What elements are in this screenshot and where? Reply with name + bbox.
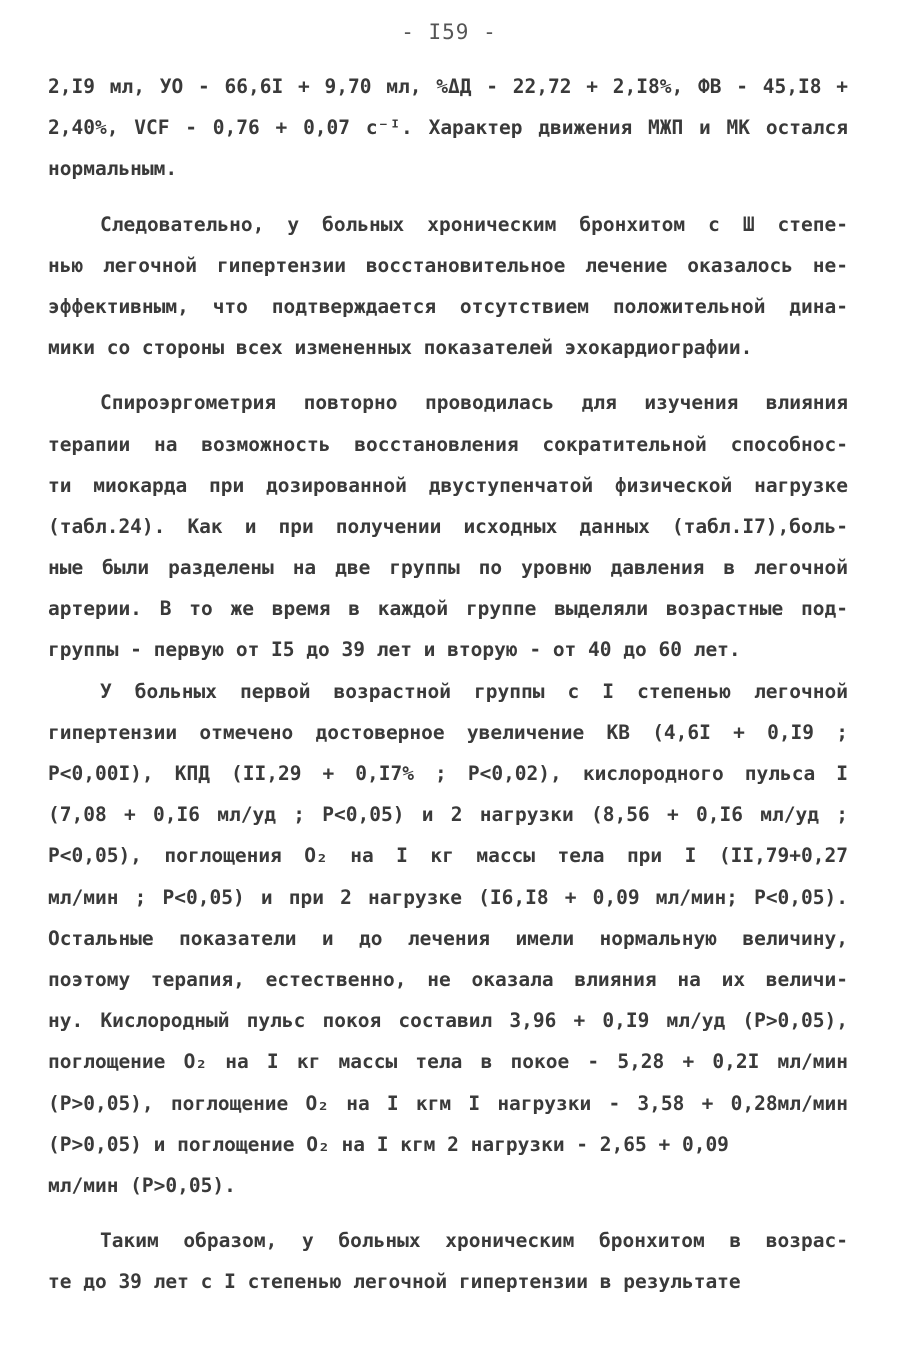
text-line: 2,40%, VCF - 0,76 + 0,07 c⁻ᴵ. Характер движения МЖП и МК остался xyxy=(48,116,848,140)
text-line: ти миокарда при дозированной двуступенчатой физической нагрузке xyxy=(48,473,848,497)
text-line: нормальным. xyxy=(48,157,178,181)
paragraph-first-line: Следовательно, у больных хроническим бронхитом с Ш степе- xyxy=(100,212,848,236)
text-line: P<0,05), поглощения O₂ на I кг массы тела при I (II,79+0,27 xyxy=(48,844,848,868)
text-line: группы - первую от I5 до 39 лет и вторую - от 40 до 60 лет. xyxy=(48,638,741,662)
text-line: мл/мин (P>0,05). xyxy=(48,1173,236,1197)
text-line: (табл.24). Как и при получении исходных данных (табл.I7),боль- xyxy=(48,514,848,538)
text-line: P<0,00I), КПД (II,29 + 0,I7% ; P<0,02), кислородного пульса I xyxy=(48,762,848,785)
text-line: артерии. В то же время в каждой группе выделяли возрастные под- xyxy=(48,597,848,621)
paragraph-first-line: Таким образом, у больных хроническим бронхитом в возрас- xyxy=(100,1229,848,1253)
text-line: гипертензии отмечено достоверное увеличение КВ (4,6I + 0,I9 ; xyxy=(48,720,848,744)
page-number: - I59 - xyxy=(401,20,497,44)
text-line: 2,I9 мл, УО - 66,6I + 9,70 мл, %ΔД - 22,72 + 2,I8%, ФВ - 45,I8 + xyxy=(48,75,848,98)
text-line: (P>0,05), поглощение O₂ на I кгм I нагрузки - 3,58 + 0,28мл/мин xyxy=(48,1091,848,1115)
text-line: мики со стороны всех измененных показателей эхокардиографии. xyxy=(48,336,753,360)
text-line: нью легочной гипертензии восстановительное лечение оказалось не- xyxy=(48,253,848,277)
text-line: (P>0,05) и поглощение O₂ на I кгм 2 нагрузки - 2,65 + 0,09 xyxy=(48,1132,729,1156)
text-line: ну. Кислородный пульс покоя составил 3,96 + 0,I9 мл/уд (P>0,05), xyxy=(48,1009,848,1033)
text-line: Остальные показатели и до лечения имели нормальную величину, xyxy=(48,926,848,950)
paragraph-first-line: Спироэргометрия повторно проводилась для изучения влияния xyxy=(100,391,848,415)
text-line: поглощение O₂ на I кг массы тела в покое - 5,28 + 0,2I мл/мин xyxy=(48,1050,848,1074)
text-line: мл/мин ; P<0,05) и при 2 нагрузке (I6,I8 + 0,09 мл/мин; P<0,05). xyxy=(48,885,848,909)
body-text xyxy=(48,66,848,1302)
text-line: терапии на возможность восстановления сократительной способнос- xyxy=(48,432,848,456)
paragraph-first-line: У больных первой возрастной группы с I степенью легочной xyxy=(100,679,848,703)
text-line: поэтому терапия, естественно, не оказала влияния на их величи- xyxy=(48,967,848,991)
text-line: (7,08 + 0,I6 мл/уд ; P<0,05) и 2 нагрузки (8,56 + 0,I6 мл/уд ; xyxy=(48,803,848,827)
text-line: эффективным, что подтверждается отсутствием положительной дина- xyxy=(48,294,848,318)
text-line: ные были разделены на две группы по уровню давления в легочной xyxy=(48,556,848,580)
text-line: те до 39 лет с I степенью легочной гипертензии в результате xyxy=(48,1270,741,1294)
